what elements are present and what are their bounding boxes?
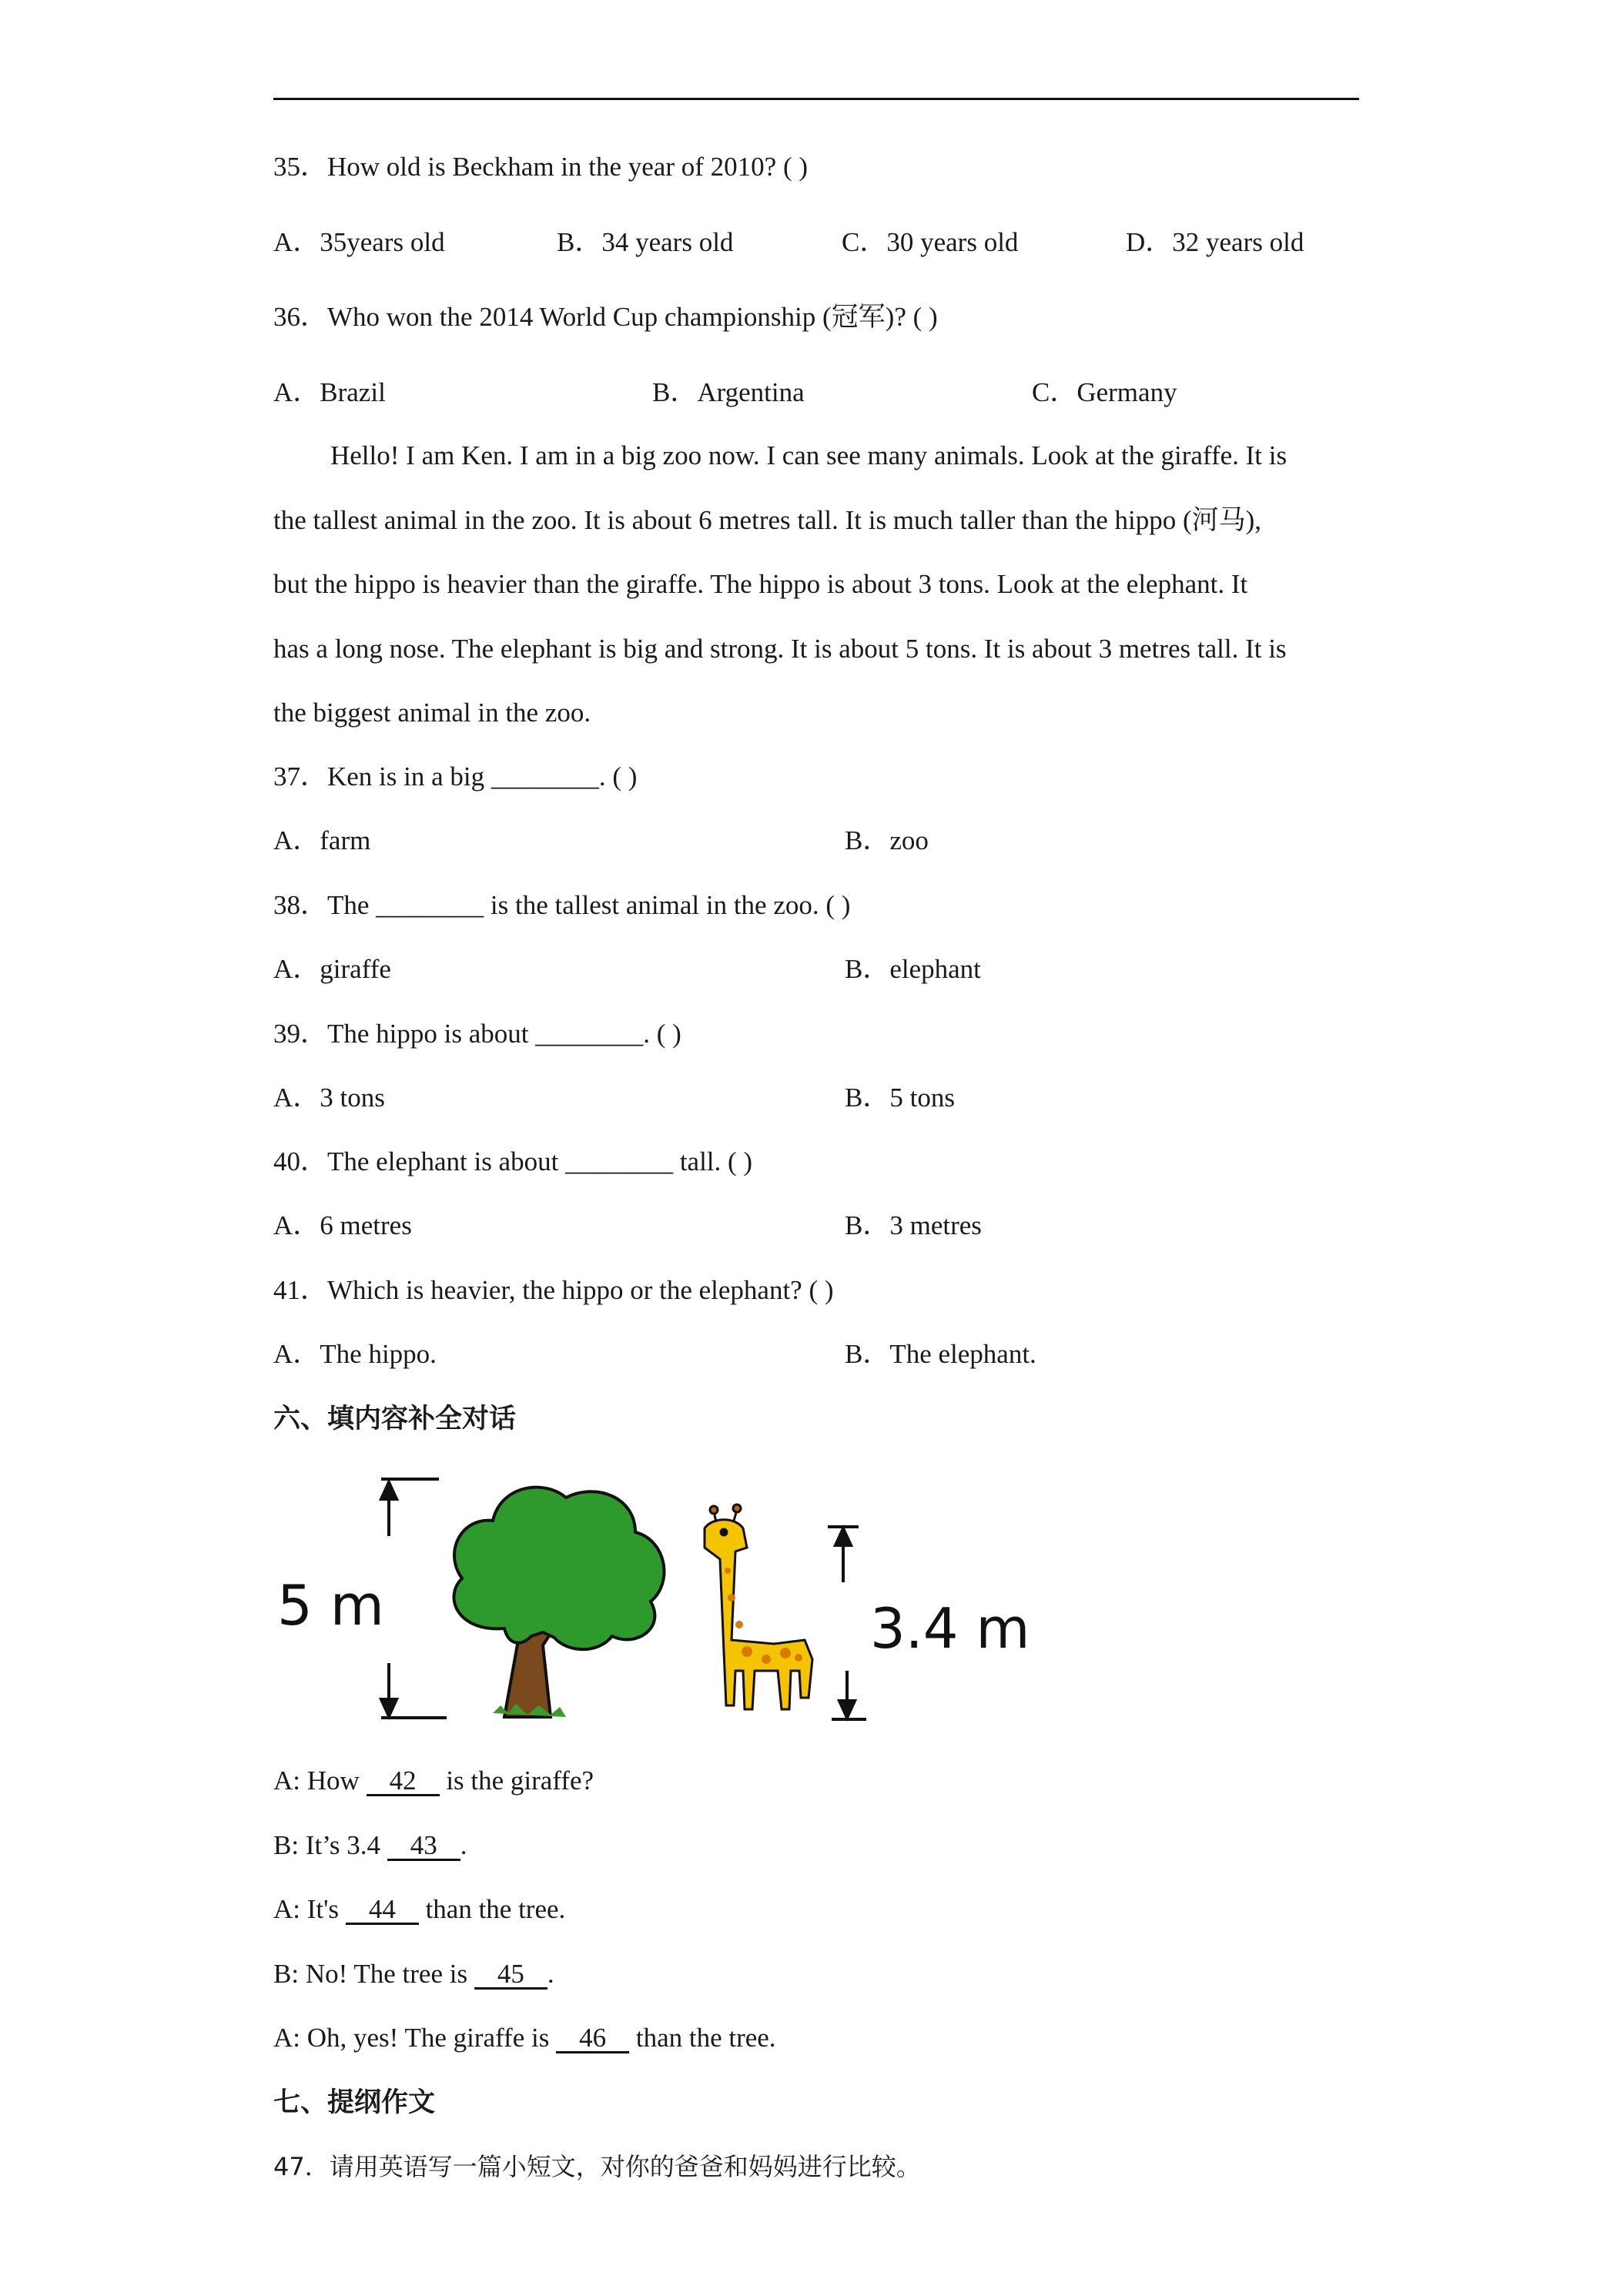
question-36: 36．Who won the 2014 World Cup championship (冠军)? ( ) — [273, 302, 938, 332]
dialogue-line-2 — [273, 1829, 467, 1862]
q41-option-b: B．The elephant. — [845, 1339, 1036, 1369]
q36-option-a: A．Brazil — [273, 377, 386, 407]
tree-height-label: 5 m — [277, 1573, 384, 1638]
q41-option-a: A．The hippo. — [273, 1339, 437, 1369]
q35-option-a: A．35years old — [273, 227, 445, 257]
q38-option-a: A．giraffe — [273, 954, 391, 984]
q35-option-b: B．34 years old — [557, 227, 734, 257]
question-39: 39．The hippo is about ________. ( ) — [273, 1019, 681, 1049]
q38-option-b: B．elephant — [845, 954, 981, 984]
q40-option-b: B．3 metres — [845, 1210, 982, 1240]
passage-line-5: the biggest animal in the zoo. — [273, 698, 591, 728]
question-38: 38．The ________ is the tallest animal in the zoo. ( ) — [273, 890, 851, 920]
q40-option-a: A．6 metres — [273, 1210, 412, 1240]
q37-option-a: A．farm — [273, 825, 371, 855]
dialogue-text: than the tree. — [629, 2023, 776, 2053]
q39-option-a: A．3 tons — [273, 1083, 385, 1113]
dialogue-text: is the giraffe? — [439, 1766, 594, 1796]
section-6-heading: 六、填内容补全对话 — [273, 1404, 517, 1434]
giraffe-icon — [705, 1504, 812, 1709]
header-rule — [273, 98, 1359, 100]
blank-45[interactable]: 45 — [474, 1961, 547, 1990]
blank-42[interactable]: 42 — [367, 1768, 440, 1796]
dialogue-line-5 — [273, 2022, 776, 2054]
blank-43[interactable]: 43 — [387, 1832, 460, 1861]
question-47: 47．请用英语写一篇小短文，对你的爸爸和妈妈进行比较。 — [273, 2152, 921, 2181]
dialogue-line-1 — [273, 1765, 594, 1797]
dialogue-text: . — [547, 1959, 554, 1989]
question-40: 40．The elephant is about ________ tall. ( ) — [273, 1146, 753, 1176]
dialogue-line-4 — [273, 1958, 554, 1990]
passage-line-3: but the hippo is heavier than the giraffe. The hippo is about 3 tons. Look at the elephant. It — [273, 569, 1248, 599]
question-37: 37．Ken is in a big ________. ( ) — [273, 761, 638, 792]
tree-giraffe-figure — [273, 1474, 1028, 1736]
q39-option-b: B．5 tons — [845, 1083, 955, 1113]
section-7-heading: 七、提纲作文 — [273, 2087, 436, 2118]
giraffe-height-label: 3.4 m — [870, 1596, 1028, 1661]
blank-44[interactable]: 44 — [346, 1896, 419, 1925]
dialogue-text: B: It’s 3.4 — [273, 1830, 387, 1860]
tree-icon — [454, 1488, 664, 1717]
passage-line-1: Hello! I am Ken. I am in a big zoo now. I can see many animals. Look at the giraffe. It is — [330, 440, 1287, 470]
passage-line-4: has a long nose. The elephant is big and strong. It is about 5 tons. It is about 3 metres tall. It is — [273, 634, 1287, 664]
dialogue-text: than the tree. — [418, 1894, 566, 1924]
question-41: 41．Which is heavier, the hippo or the elephant? ( ) — [273, 1275, 834, 1305]
blank-46[interactable]: 46 — [556, 2025, 629, 2053]
q37-option-b: B．zoo — [845, 825, 929, 855]
dialogue-text: B: No! The tree is — [273, 1959, 474, 1989]
question-35: 35．How old is Beckham in the year of 2010? ( ) — [273, 152, 809, 182]
passage-line-2: the tallest animal in the zoo. It is about 6 metres tall. It is much taller than the hippo (河马), — [273, 505, 1262, 535]
giraffe-measure-arrows — [828, 1527, 866, 1719]
dialogue-text: A: It's — [273, 1894, 346, 1924]
dialogue-line-3 — [273, 1893, 565, 1926]
q35-option-c: C．30 years old — [842, 227, 1019, 257]
q36-option-b: B．Argentina — [652, 377, 805, 407]
q36-option-c: C．Germany — [1032, 377, 1177, 407]
tree-measure-arrows — [381, 1479, 447, 1718]
dialogue-text: A: Oh, yes! The giraffe is — [273, 2023, 557, 2053]
height-comparison-illustration — [273, 1474, 1028, 1736]
dialogue-text: A: How — [273, 1766, 367, 1796]
dialogue-text: . — [460, 1830, 467, 1860]
q35-option-d: D．32 years old — [1126, 227, 1304, 257]
